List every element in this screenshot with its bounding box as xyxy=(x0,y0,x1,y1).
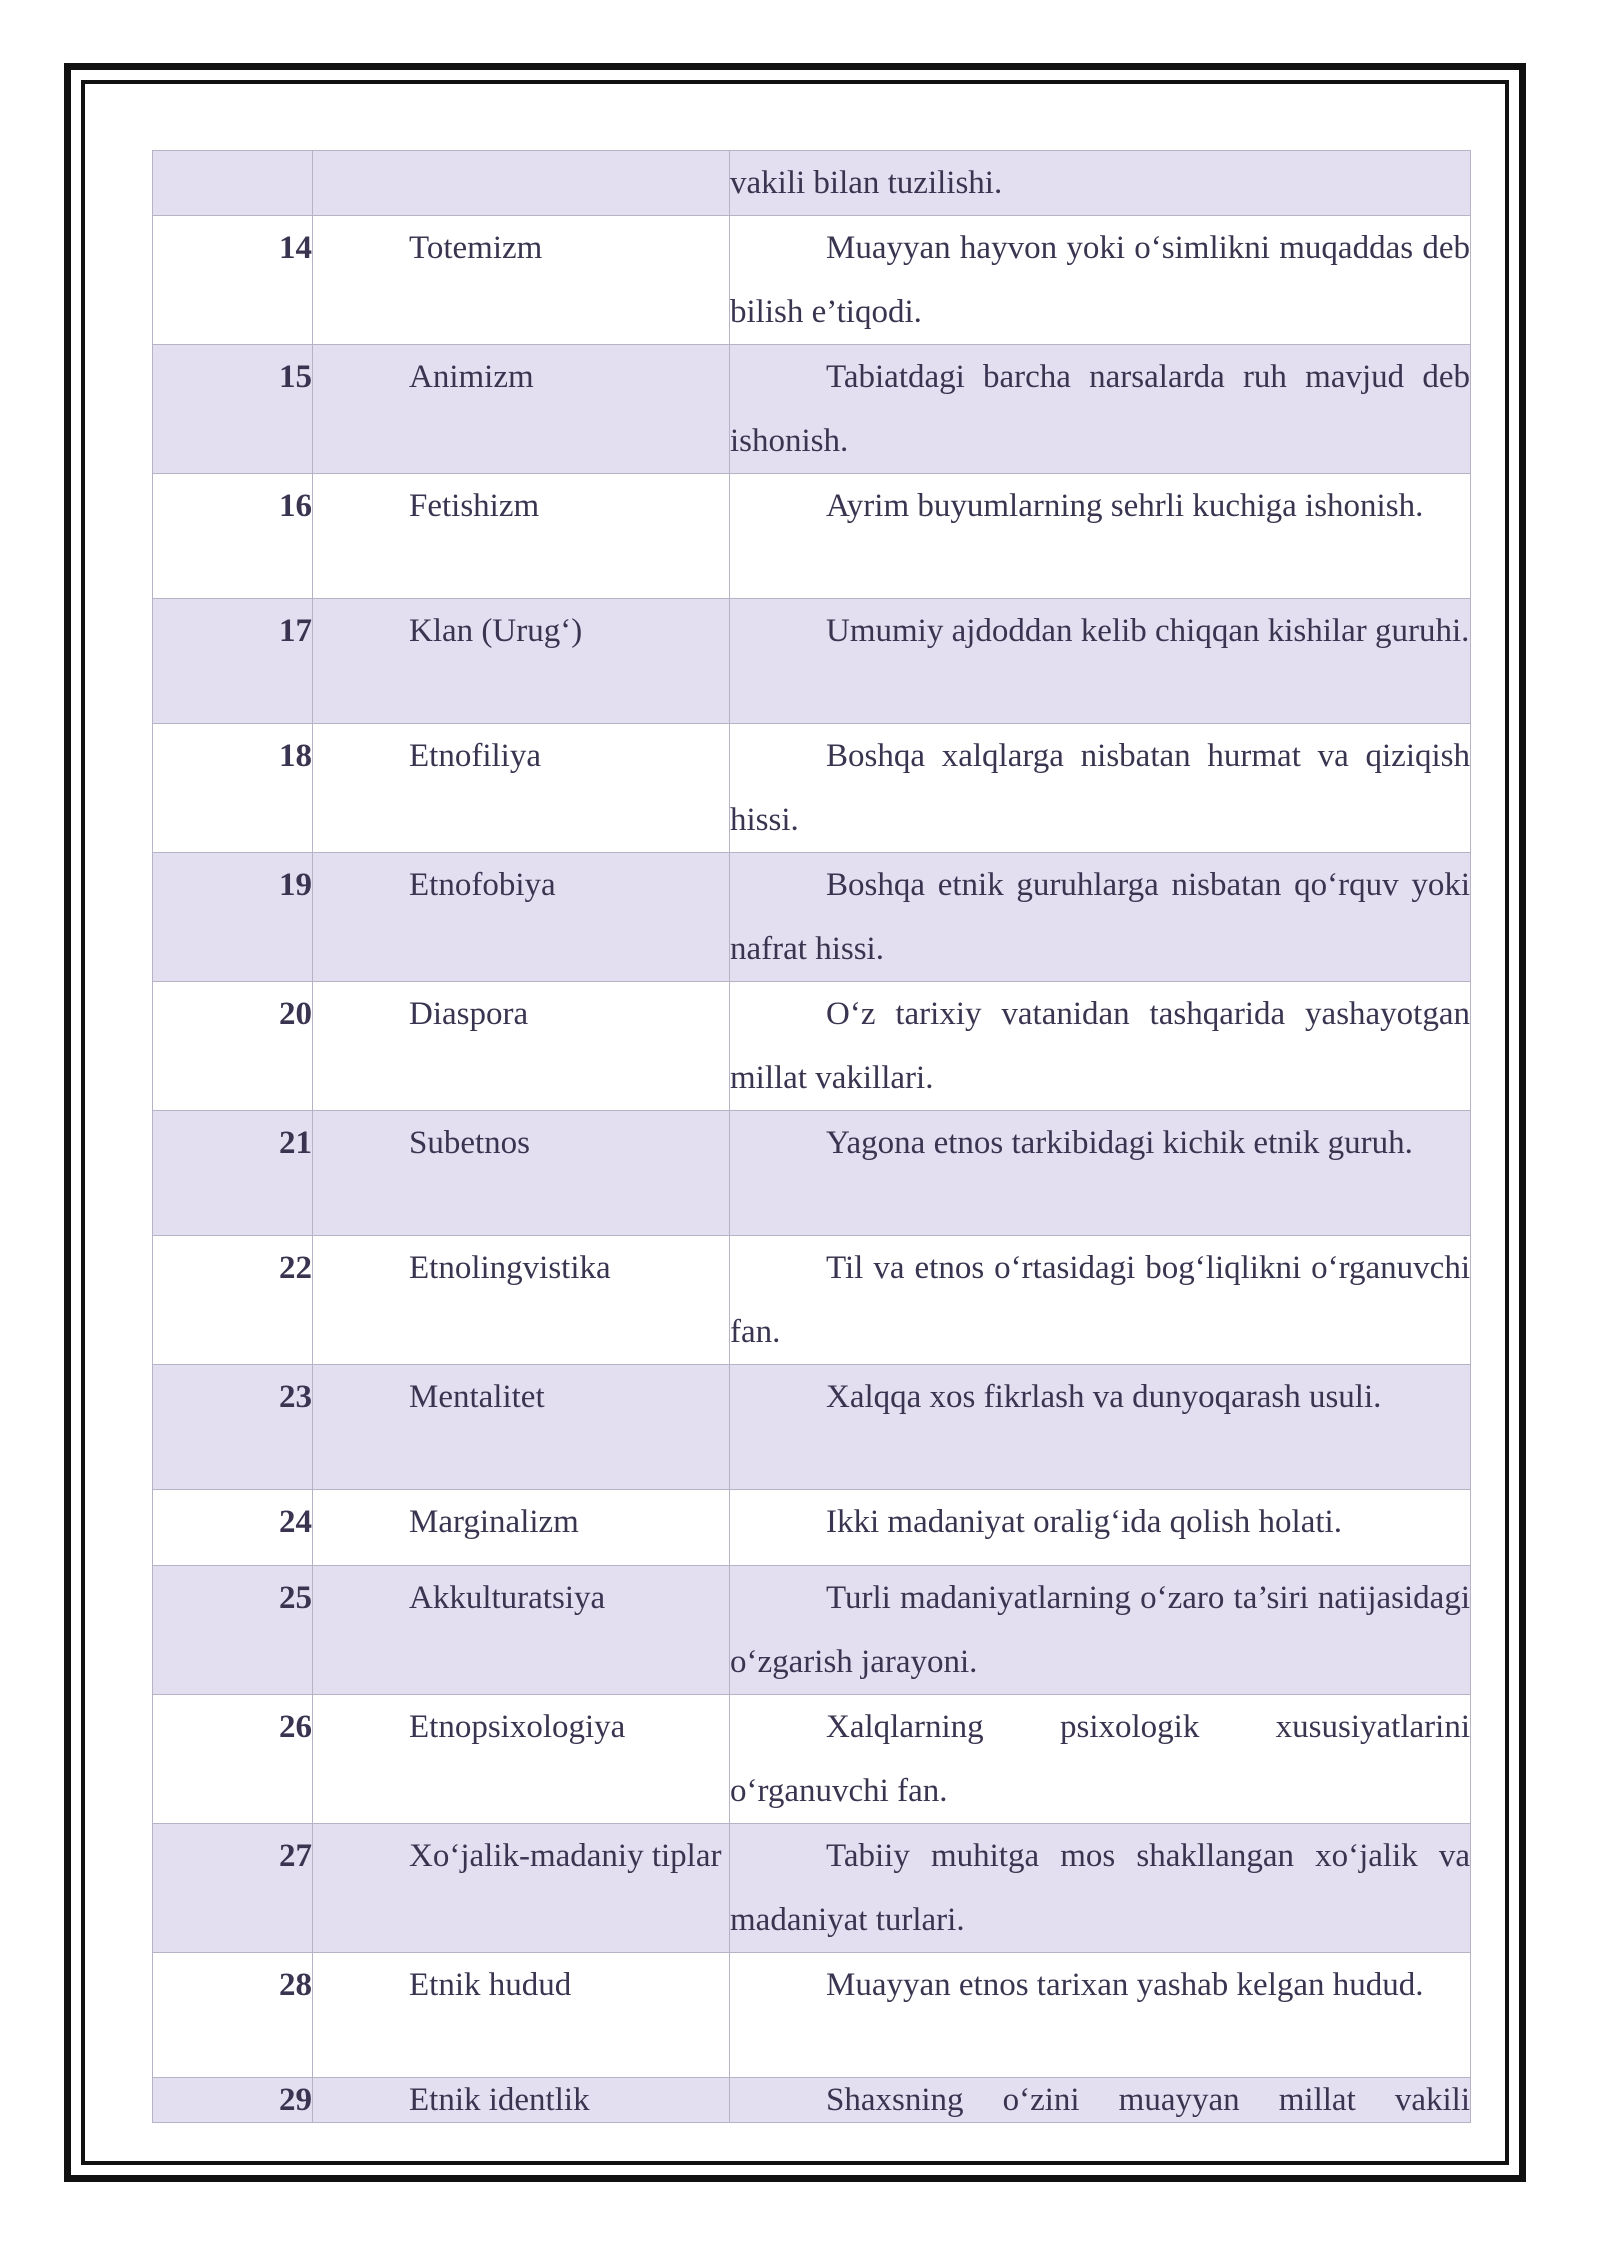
table-row xyxy=(153,1953,1471,2078)
definition-cell: Muayyan hayvon yoki o‘simlikni muqaddas deb bilish e’tiqodi. xyxy=(730,216,1471,345)
term-text: Subetnos xyxy=(409,1125,531,1161)
table-row xyxy=(153,1236,1471,1365)
term-cell xyxy=(313,1111,730,1236)
table-row xyxy=(153,1824,1471,1953)
table-row xyxy=(153,599,1471,724)
term-text: Etnolingvistika xyxy=(409,1250,611,1286)
term-cell xyxy=(313,599,730,724)
definition-cell: O‘z tarixiy vatanidan tashqarida yashayotgan millat vakillari. xyxy=(730,982,1471,1111)
definition-cell: Ikki madaniyat oralig‘ida qolish holati. xyxy=(730,1490,1471,1566)
row-number: 15 xyxy=(153,345,313,474)
table-row xyxy=(153,1490,1471,1566)
term-cell xyxy=(313,1566,730,1695)
term-cell xyxy=(313,1953,730,2078)
row-number: 19 xyxy=(153,853,313,982)
term-cell xyxy=(313,1490,730,1566)
definition-cell: Boshqa etnik guruhlarga nisbatan qo‘rquv yoki nafrat hissi. xyxy=(730,853,1471,982)
row-number: 17 xyxy=(153,599,313,724)
table-row xyxy=(153,1111,1471,1236)
term-cell xyxy=(313,982,730,1111)
definition-cell: Turli madaniyatlarning o‘zaro ta’siri natijasidagi o‘zgarish jarayoni. xyxy=(730,1566,1471,1695)
table-row xyxy=(153,1695,1471,1824)
row-number: 18 xyxy=(153,724,313,853)
row-number: 25 xyxy=(153,1566,313,1695)
term-cell xyxy=(313,1695,730,1824)
row-number: 20 xyxy=(153,982,313,1111)
table-row xyxy=(153,724,1471,853)
term-cell xyxy=(313,1824,730,1953)
row-number: 14 xyxy=(153,216,313,345)
term-cell xyxy=(313,474,730,599)
row-number: 26 xyxy=(153,1695,313,1824)
definition-cell: Xalqlarning psixologik xususiyatlarini o‘rganuvchi fan. xyxy=(730,1695,1471,1824)
table-row xyxy=(153,474,1471,599)
table-row xyxy=(153,982,1471,1111)
term-text: Klan (Urug‘) xyxy=(409,613,583,649)
table-row xyxy=(153,2078,1471,2123)
term-cell xyxy=(313,345,730,474)
term-cell xyxy=(313,216,730,345)
term-cell xyxy=(313,724,730,853)
row-number: 21 xyxy=(153,1111,313,1236)
term-text: Etnofiliya xyxy=(409,738,541,774)
definition-cell: vakili bilan tuzilishi. xyxy=(730,151,1471,216)
term-cell xyxy=(313,853,730,982)
definition-cell: Umumiy ajdoddan kelib chiqqan kishilar guruhi. xyxy=(730,599,1471,724)
row-number: 24 xyxy=(153,1490,313,1566)
term-text: Fetishizm xyxy=(409,488,540,524)
term-text: Xo‘jalik-madaniy tiplar xyxy=(409,1838,722,1874)
row-number xyxy=(153,151,313,216)
definition-cell: Boshqa xalqlarga nisbatan hurmat va qiziqish hissi. xyxy=(730,724,1471,853)
definition-cell: Tabiiy muhitga mos shakllangan xo‘jalik va madaniyat turlari. xyxy=(730,1824,1471,1953)
term-text: Etnik hudud xyxy=(409,1967,572,2003)
row-number: 29 xyxy=(153,2078,313,2123)
term-text: Etnopsixologiya xyxy=(409,1709,626,1745)
term-text: Animizm xyxy=(409,359,534,395)
row-number: 27 xyxy=(153,1824,313,1953)
term-text: Totemizm xyxy=(409,230,543,266)
definition-cell: Til va etnos o‘rtasidagi bog‘liqlikni o‘rganuvchi fan. xyxy=(730,1236,1471,1365)
row-number: 16 xyxy=(153,474,313,599)
term-text: Etnofobiya xyxy=(409,867,556,903)
term-text: Etnik identlik xyxy=(409,2082,590,2118)
term-text: Mentalitet xyxy=(409,1379,545,1415)
table-row xyxy=(153,216,1471,345)
term-cell xyxy=(313,151,730,216)
table-row xyxy=(153,1566,1471,1695)
term-cell xyxy=(313,1236,730,1365)
table-row xyxy=(153,345,1471,474)
term-text: Marginalizm xyxy=(409,1504,579,1540)
definition-cell: Yagona etnos tarkibidagi kichik etnik guruh. xyxy=(730,1111,1471,1236)
row-number: 23 xyxy=(153,1365,313,1490)
definition-cell: Shaxsning o‘zini muayyan millat vakili xyxy=(730,2078,1471,2123)
definition-cell: Tabiatdagi barcha narsalarda ruh mavjud deb ishonish. xyxy=(730,345,1471,474)
row-number: 28 xyxy=(153,1953,313,2078)
table-row xyxy=(153,853,1471,982)
term-text: Diaspora xyxy=(409,996,529,1032)
definition-cell: Ayrim buyumlarning sehrli kuchiga ishonish. xyxy=(730,474,1471,599)
term-cell xyxy=(313,1365,730,1490)
terms-table xyxy=(152,150,1471,2123)
definition-cell: Muayyan etnos tarixan yashab kelgan hudud. xyxy=(730,1953,1471,2078)
row-number: 22 xyxy=(153,1236,313,1365)
definition-cell: Xalqqa xos fikrlash va dunyoqarash usuli. xyxy=(730,1365,1471,1490)
table-row xyxy=(153,1365,1471,1490)
term-cell xyxy=(313,2078,730,2123)
table-row xyxy=(153,151,1471,216)
term-text: Akkulturatsiya xyxy=(409,1580,606,1616)
